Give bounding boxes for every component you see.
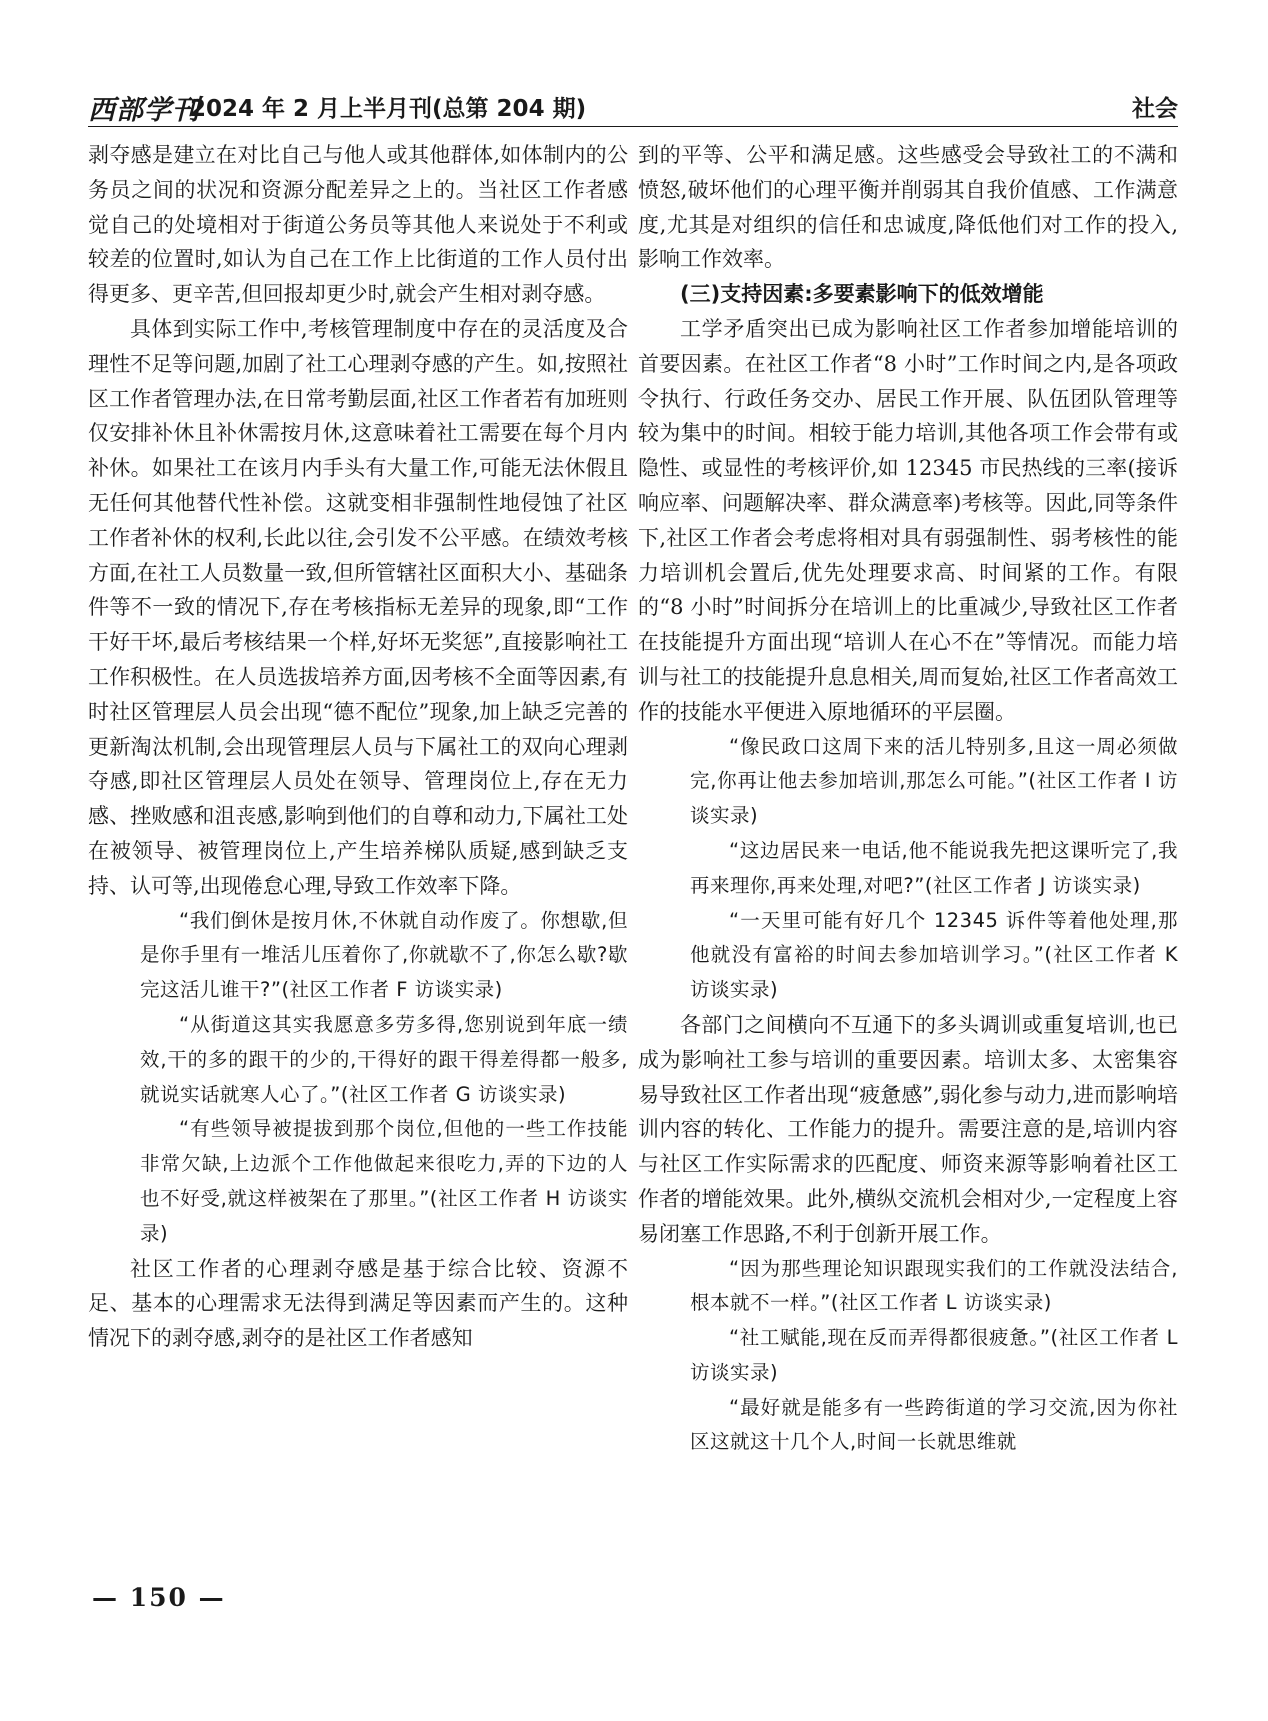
paragraph: 工学矛盾突出已成为影响社区工作者参加增能培训的首要因素。在社区工作者“8 小时”工作时间之内,是各项政令执行、行政任务交办、居民工作开展、队伍团队管理等较为集中的时间。相较于能力培训,其他各项工作会带有或隐性、或显性的考核评价,如 12345 市民热线的三率(接诉响应率、问题解决率、群众满意率)考核等。因此,同等条件下,社区工作者会考虑将相对具有弱强制性、弱考核性的能力培训机会置后,优先处理要求高、时间紧的工作。有限的“8 小时”时间拆分在培训上的比重减少,导致社区工作者在技能提升方面出现“培训人在心不在”等情况。而能力培训与社工的技能提升息息相关,周而复始,社区工作者高效工作的技能水平便进入原地循环的平层圈。: [638, 316, 1178, 724]
interview-quote: “我们倒休是按月休,不休就自动作废了。你想歇,但是你手里有一堆活儿压着你了,你就歇不了,你怎么歇?歇完这活儿谁干?”(社区工作者 F 访谈实录): [140, 908, 628, 1002]
paragraph: 具体到实际工作中,考核管理制度中存在的灵活度及合理性不足等问题,加剧了社工心理剥夺感的产生。如,按照社区工作者管理办法,在日常考勤层面,社区工作者若有加班则仅安排补休且补休需按月休,这意味着社工需要在每个月内补休。如果社工在该月内手头有大量工作,可能无法休假且无任何其他替代性补偿。这就变相非强制性地侵蚀了社区工作者补休的权利,长此以往,会引发不公平感。在绩效考核方面,在社工人员数量一致,但所管辖社区面积大小、基础条件等不一致的情况下,存在考核指标无差异的现象,即“工作干好干坏,最后考核结果一个样,好坏无奖惩”,直接影响社工工作积极性。在人员选拔培养方面,因考核不全面等因素,有时社区管理层人员会出现“德不配位”现象,加上缺乏完善的更新淘汰机制,会出现管理层人员与下属社工的双向心理剥夺感,即社区管理层人员处在领导、管理岗位上,存在无力感、挫败感和沮丧感,影响到他们的自尊和动力,下属社工处在被领导、被管理岗位上,产生培养梯队质疑,感到缺乏支持、认可等,出现倦怠心理,导致工作效率下降。: [88, 316, 628, 898]
paragraph: 剥夺感是建立在对比自己与他人或其他群体,如体制内的公务员之间的状况和资源分配差异之上的。当社区工作者感觉自己的处境相对于街道公务员等其他人来说处于不利或较差的位置时,如认为自己在工作上比街道的工作人员付出得更多、更辛苦,但回报却更少时,就会产生相对剥夺感。: [88, 143, 628, 307]
paragraph: 各部门之间横向不互通下的多头调训或重复培训,也已成为影响社工参与培训的重要因素。培训太多、太密集容易导致社区工作者出现“疲惫感”,弱化参与动力,进而影响培训内容的转化、工作能力的提升。需要注意的是,培训内容与社区工作实际需求的匹配度、师资来源等影响着社区工作者的增能效果。此外,横纵交流机会相对少,一定程度上容易闭塞工作思路,不利于创新开展工作。: [638, 1012, 1178, 1246]
interview-quote: “从街道这其实我愿意多劳多得,您别说到年底一绩效,干的多的跟干的少的,干得好的跟干得差得都一般多,就说实话就寒人心了。”(社区工作者 G 访谈实录): [140, 1012, 628, 1106]
interview-quote: “这边居民来一电话,他不能说我先把这课听完了,我再来理你,再来处理,对吧?”(社区工作者 J 访谈实录): [690, 838, 1178, 897]
paragraph: 社区工作者的心理剥夺感是基于综合比较、资源不足、基本的心理需求无法得到满足等因素而产生的。这种情况下的剥夺感,剥夺的是社区工作者感知: [88, 1256, 628, 1351]
interview-quote: “像民政口这周下来的活儿特别多,且这一周必须做完,你再让他去参加培训,那怎么可能。”(社区工作者 I 访谈实录): [690, 734, 1178, 828]
journal-logo: 西部学刊: [88, 95, 200, 126]
interview-quote: “社工赋能,现在反而弄得都很疲惫。”(社区工作者 L 访谈实录): [690, 1326, 1178, 1384]
header-rule: [88, 126, 1178, 127]
interview-quote: “有些领导被提拔到那个岗位,但他的一些工作技能非常欠缺,上边派个工作他做起来很吃力,弄的下边的人也不好受,就这样被架在了那里。”(社区工作者 H 访谈实录): [140, 1117, 628, 1245]
paragraph: 到的平等、公平和满足感。这些感受会导致社工的不满和愤怒,破坏他们的心理平衡并削弱其自我价值感、工作满意度,尤其是对组织的信任和忠诚度,降低他们对工作的投入,影响工作效率。: [638, 143, 1178, 272]
issue-info: 2024 年 2 月上半月刊(总第 204 期): [190, 96, 587, 122]
page-number: — 150 —: [92, 1583, 226, 1612]
right-column: [638, 138, 1178, 1460]
interview-quote: “因为那些理论知识跟现实我们的工作就没法结合,根本就不一样。”(社区工作者 L 访谈实录): [690, 1256, 1178, 1315]
left-column: [88, 138, 628, 1356]
interview-quote: “一天里可能有好几个 12345 诉件等着他处理,那他就没有富裕的时间去参加培训学习。”(社区工作者 K 访谈实录): [690, 908, 1178, 1002]
running-header: [88, 84, 1178, 126]
interview-quote: “最好就是能多有一些跨街道的学习交流,因为你社区这就这十几个人,时间一长就思维就: [690, 1395, 1178, 1454]
section-heading: (三)支持因素:多要素影响下的低效增能: [680, 282, 1044, 307]
section-name: 社会: [1132, 96, 1178, 122]
